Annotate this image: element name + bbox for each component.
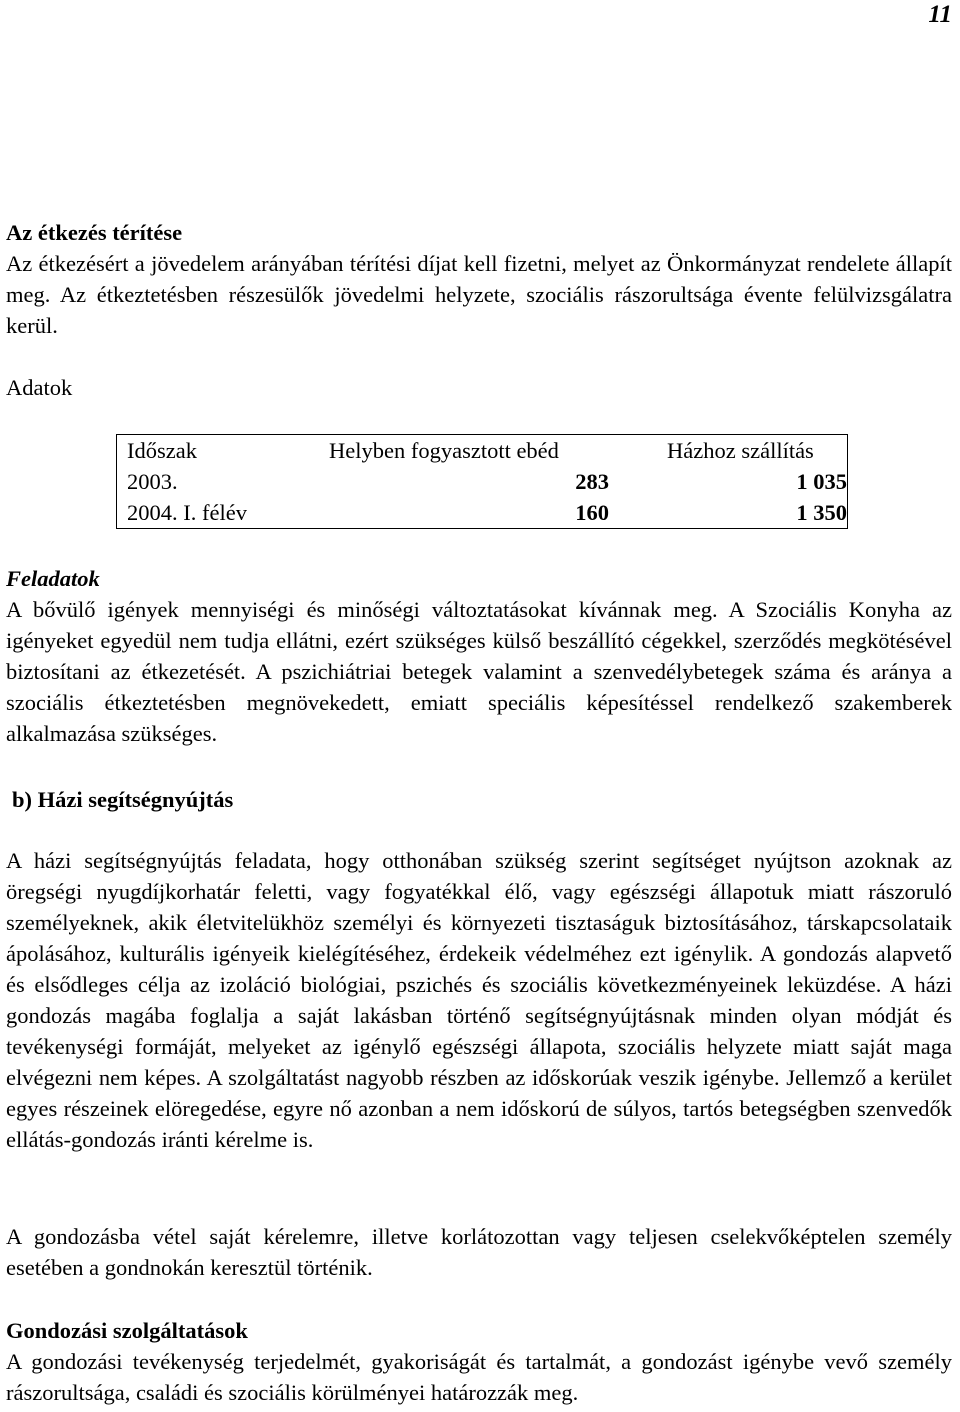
table-cell: 283: [575, 469, 609, 494]
page-number: 11: [928, 1, 952, 28]
table-header: Helyben fogyasztott ebéd: [329, 438, 559, 463]
table-row: [117, 497, 847, 528]
paragraph: A gondozási tevékenység terjedelmét, gyakoriságát és tartalmát, a gondozást igénybe vevő személy rászorultsága, családi és szociális körülményei határozzák meg.: [6, 1349, 952, 1405]
section-heading: Feladatok: [6, 566, 100, 591]
section-feladatok: [6, 563, 952, 749]
paragraph: A bővülő igények mennyiségi és minőségi változtatásokat kívánnak meg. A Szociális Konyha az igényeket egyedül nem tudja ellátni, ezért szükséges külső beszállító cégekkel, szerződés megkötésével biztosítani az étkezetését. A pszichiátriai betegek valamint a szenvedélybetegek száma és aránya a szociális étkeztetésben megnövekedett, emiatt speciális képesítéssel rendelkező szakemberek alkalmazása szükséges.: [6, 597, 952, 746]
paragraph: Az étkezésért a jövedelem arányában térítési díjat kell fizetni, melyet az Önkormányzat rendelete állapít meg. Az étkeztetésben részesülők jövedelmi helyzete, szociális rászorultsága évente felülvizsgálatra kerül.: [6, 251, 952, 338]
table-cell: 1 035: [796, 469, 847, 494]
section-etkezes-teritese: [6, 217, 952, 341]
section-heading: Az étkezés térítése: [6, 220, 183, 245]
section-heading-hazi-segitsegnyujtas: b) Házi segítségnyújtás: [12, 787, 234, 812]
table-cell: 1 350: [796, 500, 847, 525]
adatok-label: Adatok: [6, 375, 73, 400]
section-hazi-segitsegnyujtas: [6, 845, 952, 1155]
section-heading: Gondozási szolgáltatások: [6, 1318, 248, 1343]
table-cell: 2003.: [127, 469, 178, 494]
paragraph: A gondozásba vétel saját kérelemre, illetve korlátozottan vagy teljesen cselekvőképtelen személy esetében a gondnokán keresztül történik.: [6, 1224, 952, 1280]
table-header-row: [117, 435, 847, 466]
section-gondozasi-szolgaltatasok: [6, 1315, 952, 1408]
table-header: Időszak: [127, 438, 197, 463]
data-table: [116, 434, 848, 529]
table-row: [117, 466, 847, 497]
table-cell: 2004. I. félév: [127, 500, 247, 525]
table-cell: 160: [575, 500, 609, 525]
paragraph: A házi segítségnyújtás feladata, hogy otthonában szükség szerint segítséget nyújtson azoknak az öregségi nyugdíjkorhatár feletti, vagy fogyatékkal élő, vagy egészségi állapotuk miatt rászoruló személyeknek, akik életvitelükhöz személyi és környezeti tisztaságuk biztosításához, társkapcsolataik ápolásához, kulturális igényeik kielégítéséhez, érdekeik védelméhez ezt igénylik. A gondozás alapvető és elsődleges célja az izoláció biológiai, pszichés és szociális következményeinek leküzdése. A házi gondozás magába foglalja a saját lakásban történő segítségnyújtásnak minden olyan módját és tevékenységi formáját, melyeket az igénylő egészségi állapota, szociális helyzete miatt saját maga elvégezni nem képes. A szolgáltatást nagyobb részben az időskorúak veszik igénybe. Jellemző a kerület egyes részeinek elöregedése, egyre nő azonban a nem időskorú de súlyos, tartós betegségben szenvedők ellátás-gondozás iránti kérelme is.: [6, 848, 952, 1152]
paragraph-gondozasba-vetel: [6, 1221, 952, 1283]
table-header: Házhoz szállítás: [667, 438, 814, 463]
